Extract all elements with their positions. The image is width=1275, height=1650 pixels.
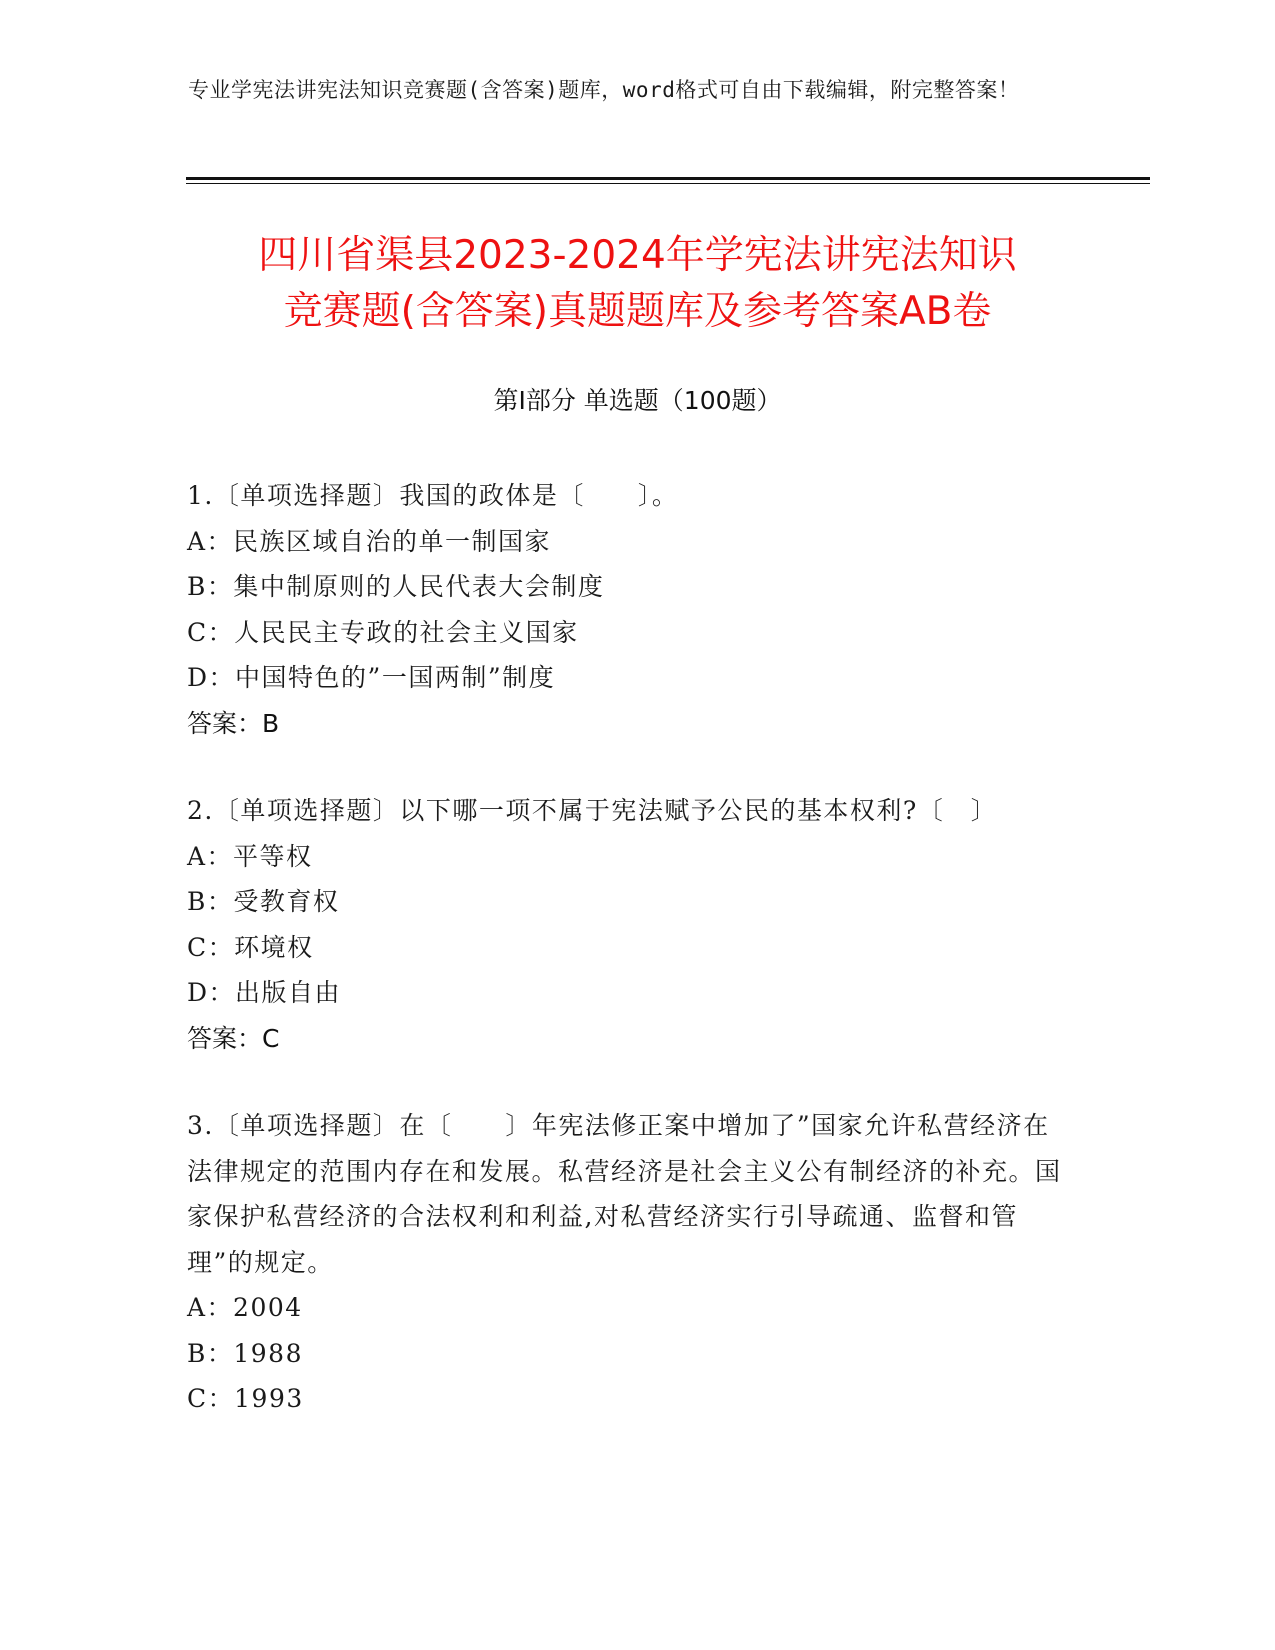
question-2-answer: 答案：C	[187, 1023, 280, 1053]
question-3-stem: 3.〔单项选择题〕在〔 〕年宪法修正案中增加了”国家允许私营经济在法律规定的范围内存在和发展。私营经济是社会主义公有制经济的补充。国家保护私营经济的合法权利和利益,对私营经济实行引导疏通、监督和管理”的规定。	[187, 1111, 1062, 1277]
document-header-note: 专业学宪法讲宪法知识竞赛题(含答案)题库，word格式可自由下载编辑，附完整答案！	[188, 78, 1020, 102]
question-1-option-b: B：集中制原则的人民代表大会制度	[187, 572, 605, 601]
question-3-option-c: C：1993	[187, 1384, 304, 1413]
question-2-stem: 2.〔单项选择题〕以下哪一项不属于宪法赋予公民的基本权利?〔 〕	[187, 796, 998, 825]
document-title	[120, 228, 1155, 340]
section-heading: 第Ⅰ部分 单选题（100题）	[493, 386, 782, 415]
question-2-option-d: D：出版自由	[187, 978, 342, 1007]
header-divider-thin	[186, 183, 1150, 184]
header-divider-thick	[186, 177, 1150, 180]
question-2-option-c: C：环境权	[187, 932, 314, 962]
question-1-option-c: C：人民民主专政的社会主义国家	[187, 617, 579, 647]
question-1-option-d: D：中国特色的”一国两制”制度	[187, 663, 556, 692]
question-2-option-a: A：平等权	[187, 841, 313, 871]
question-1-option-a: A：民族区域自治的单一制国家	[187, 526, 552, 556]
question-2-option-b: B：受教育权	[187, 887, 340, 916]
question-1-answer: 答案：B	[187, 708, 280, 738]
question-3-option-b: B：1988	[187, 1338, 303, 1368]
document-title-line-2: 竞赛题(含答案)真题题库及参考答案AB卷	[283, 289, 992, 334]
question-list	[187, 473, 1067, 1464]
question-3	[187, 1103, 1067, 1422]
question-3-option-a: A：2004	[187, 1293, 303, 1322]
question-1	[187, 473, 1067, 746]
question-2	[187, 788, 1067, 1061]
question-1-stem: 1.〔单项选择题〕我国的政体是〔 〕。	[187, 481, 679, 510]
document-title-line-1: 四川省渠县2023-2024年学宪法讲宪法知识	[258, 233, 1017, 278]
